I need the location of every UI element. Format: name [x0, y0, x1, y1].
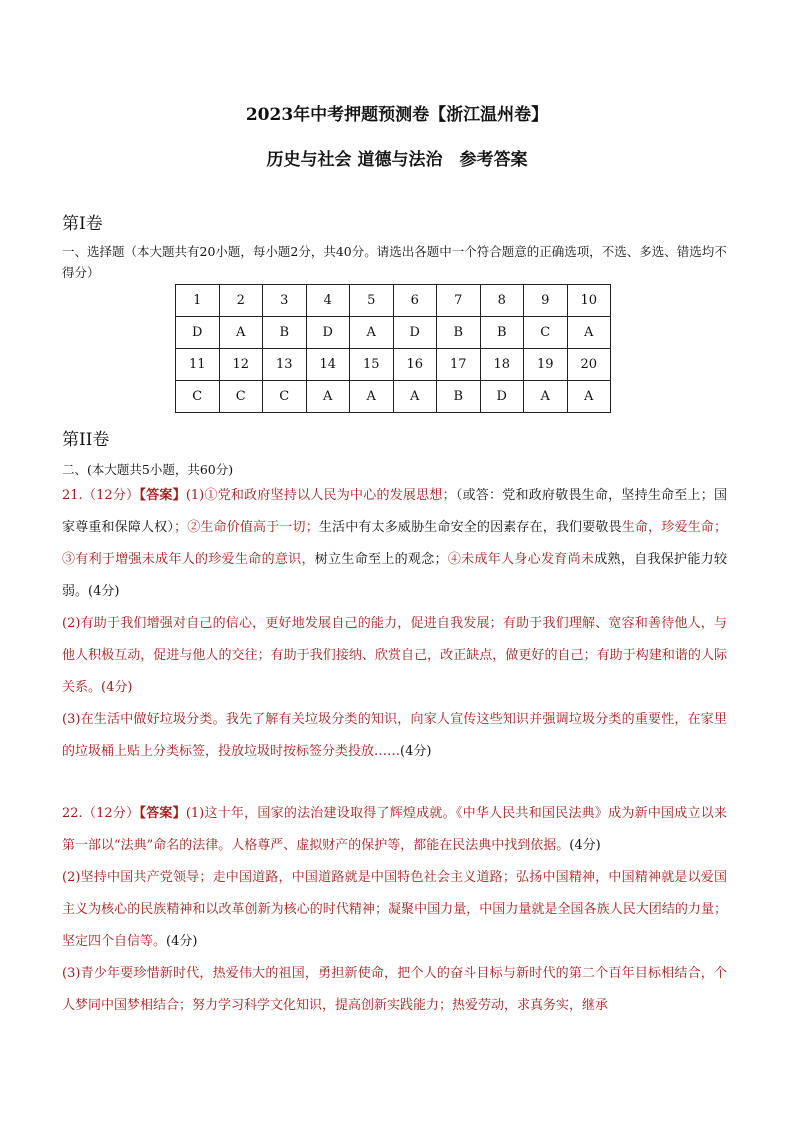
answer-cell: A [350, 381, 394, 413]
exam-subtitle: 历史与社会 道德与法治 参考答案 [266, 150, 528, 170]
q21-a1-text5: ④未成年人身心发育尚未 [447, 552, 595, 567]
q22-answer-2 [62, 862, 727, 958]
q22-a1-text: (1)这十年，国家的法治建设取得了辉煌成就。《中华人民共和国民法典》成为新中国成立以来第一部以“法典”命名的法律。人格尊严、虚拟财产的保护等，都能在民法典中找到依据。 [62, 806, 727, 853]
answer-cell: B [437, 381, 481, 413]
q21-a1-text2: ；②生命价值高于一切； [174, 520, 319, 535]
answer-cell: A [567, 381, 611, 413]
question-number-cell: 3 [263, 285, 307, 317]
answer-cell: B [263, 317, 307, 349]
question-number-cell: 11 [176, 349, 220, 381]
q22-a2-text: (2)坚持中国共产党领导；走中国道路，中国道路就是中国特色社会主义道路；弘扬中国精神，中国精神就是以爱国主义为核心的民族精神和以改革创新为核心的时代精神；凝聚中国力量，中国力量就是全国各族人民大团结的力量；坚定四个自信等。 [62, 870, 727, 949]
q21-answer-3 [62, 704, 727, 768]
q22-tag: 【答案】 [139, 806, 186, 821]
answer-cell: C [219, 381, 263, 413]
question-number-cell: 2 [219, 285, 263, 317]
q21-a1-alt: （或答：党和政府敬畏生命，坚持生命至上；国家尊重和保障人权） [62, 488, 727, 535]
question-number-cell: 10 [567, 285, 611, 317]
answer-cell: A [219, 317, 263, 349]
question-number-cell: 19 [524, 349, 568, 381]
q21-a1-alt4: 成熟，自我保护能力较弱。(4分) [62, 552, 727, 599]
question-number-cell: 7 [437, 285, 481, 317]
answer-row [176, 317, 611, 349]
question-number-cell: 14 [306, 349, 350, 381]
question-number-row [176, 349, 611, 381]
question-number-cell: 8 [480, 285, 524, 317]
answer-cell: C [263, 381, 307, 413]
answer-cell: D [393, 317, 437, 349]
q21-a3-score: (4分) [400, 744, 432, 759]
question-number-cell: 9 [524, 285, 568, 317]
question-number-cell: 4 [306, 285, 350, 317]
q21-a1-alt2: 生活中有太多威胁生命安全的因素存在，我们要敬畏 [318, 520, 622, 535]
answer-cell: A [567, 317, 611, 349]
question-number-cell: 15 [350, 349, 394, 381]
part2-heading: 第II卷 [62, 430, 110, 450]
question-number-cell: 18 [480, 349, 524, 381]
question-number-cell: 13 [263, 349, 307, 381]
q21-a1-text: (1)①党和政府坚持以人民为中心的发展思想； [185, 488, 456, 503]
part2-instruction: 二、(本大题共5小题，共60分) [62, 462, 234, 477]
answer-cell: D [480, 381, 524, 413]
part1-heading: 第Ⅰ卷 [62, 214, 103, 234]
answer-cell: A [350, 317, 394, 349]
answer-cell: B [480, 317, 524, 349]
q21-a1-alt3: 树立生命至上的观念； [314, 552, 448, 567]
exam-title: 2023年中考押题预测卷【浙江温州卷】 [245, 105, 549, 125]
question-number-cell: 17 [437, 349, 481, 381]
question-number-cell: 20 [567, 349, 611, 381]
q21-a3-text: (3)在生活中做好垃圾分类。我先了解有关垃圾分类的知识，向家人宣传这些知识并强调垃圾分类的重要性，在家里的垃圾桶上贴上分类标签，投放垃圾时按标签分类投放…… [62, 712, 727, 759]
answer-cell: C [176, 381, 220, 413]
question-number-row [176, 285, 611, 317]
q21-label: 21.（12分） [62, 488, 140, 503]
answer-row [176, 381, 611, 413]
question-number-cell: 1 [176, 285, 220, 317]
q21-a1-text4: ；③有利于增强未成年人的珍爱生命的意识， [62, 520, 727, 567]
question-number-cell: 12 [219, 349, 263, 381]
q21-a1-text3: 生命，珍爱生命 [621, 520, 714, 535]
q21-tag: 【答案】 [139, 488, 186, 503]
answer-cell: A [393, 381, 437, 413]
part1-instruction: 一、选择题（本大题共有20小题，每小题2分，共40分。请选出各题中一个符合题意的正确选项，不选、多选、错选均不得分） [62, 244, 727, 280]
q21-answer-1 [62, 480, 727, 608]
q22-answer-1 [62, 798, 727, 862]
answer-cell: C [524, 317, 568, 349]
question-number-cell: 16 [393, 349, 437, 381]
answer-cell: D [306, 317, 350, 349]
answer-cell: A [524, 381, 568, 413]
answer-cell: B [437, 317, 481, 349]
q22-a2-score: (4分) [166, 934, 198, 949]
q22-a1-score: (4分) [569, 838, 601, 853]
answer-cell: D [176, 317, 220, 349]
q22-answer-3: (3)青少年要珍惜新时代，热爱伟大的祖国，勇担新使命，把个人的奋斗目标与新时代的第二个百年目标相结合，个人梦同中国梦相结合；努力学习科学文化知识，提高创新实践能力；热爱劳动，求真务实，继承 [62, 966, 727, 1013]
question-number-cell: 5 [350, 285, 394, 317]
q22-label: 22.（12分） [62, 806, 140, 821]
question-number-cell: 6 [393, 285, 437, 317]
q21-answer-2: (2)有助于我们增强对自己的信心，更好地发展自己的能力，促进自我发展；有助于我们理解、宽容和善待他人，与他人积极互动，促进与他人的交往；有助于我们接纳、欣赏自己，改正缺点，做更好的自己；有助于构建和谐的人际关系。(4分) [62, 616, 727, 695]
answer-cell: A [306, 381, 350, 413]
answer-table [175, 284, 611, 413]
